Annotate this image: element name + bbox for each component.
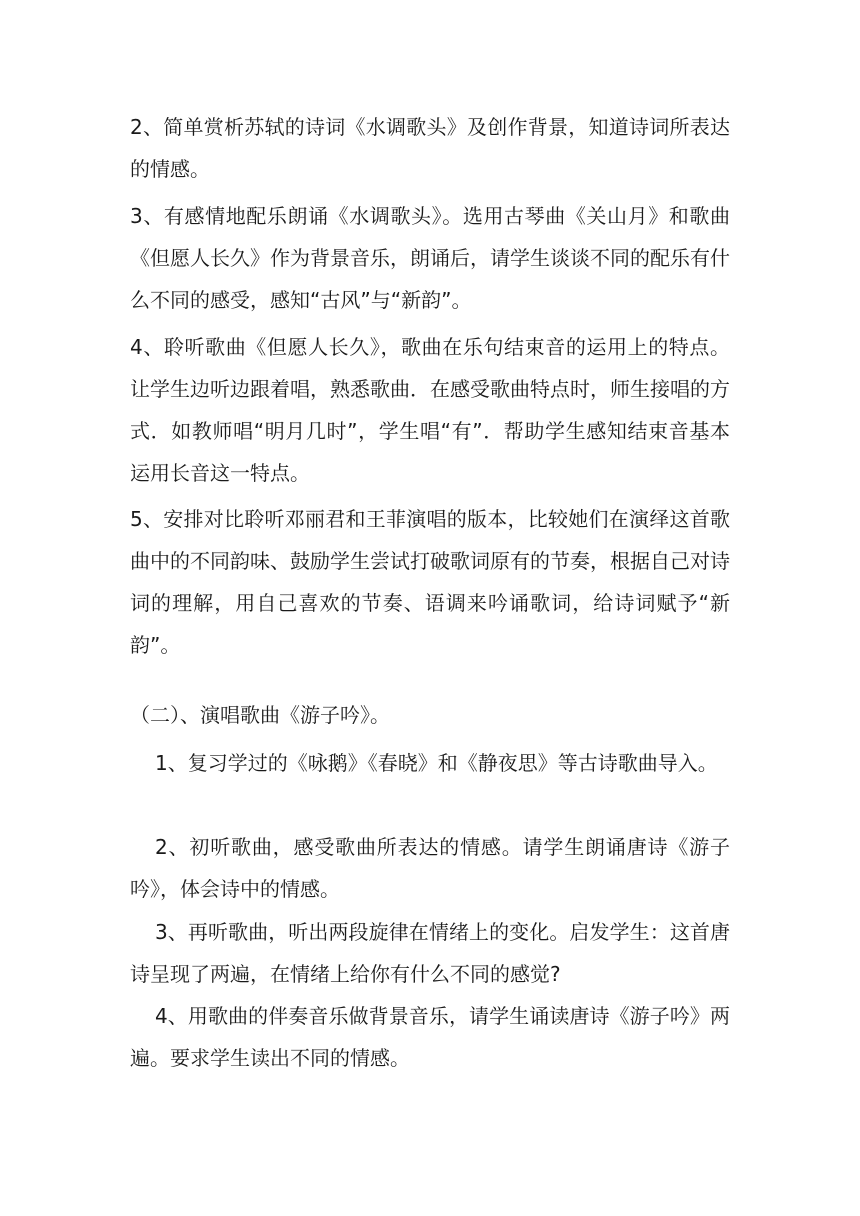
section-item-3: 3、再听歌曲，听出两段旋律在情绪上的变化。启发学生：这首唐诗呈现了两遍，在情绪上给你有什么不同的感觉? <box>130 920 730 986</box>
paragraph-item-5: 5、安排对比聆听邓丽君和王菲演唱的版本，比较她们在演绎这首歌曲中的不同韵味、鼓励学生尝试打破歌词原有的节奏，根据自己对诗词的理解，用自己喜欢的节奏、语调来吟诵歌词，给诗词赋予“新韵”。 <box>130 507 730 657</box>
paragraph-item-3: 3、有感情地配乐朗诵《水调歌头》。选用古琴曲《关山月》和歌曲《但愿人长久》作为背景音乐，朗诵后，请学生谈谈不同的配乐有什么不同的感受，感知“古风”与“新韵”。 <box>130 204 730 312</box>
section-item-2: 2、初听歌曲，感受歌曲所表达的情感。请学生朗诵唐诗《游子吟》，体会诗中的情感。 <box>130 835 730 901</box>
section-item-4: 4、用歌曲的伴奏音乐做背景音乐，请学生诵读唐诗《游子吟》两遍。要求学生读出不同的情感。 <box>130 1004 730 1070</box>
section-item-1: 1、复习学过的《咏鹅》《春晓》和《静夜思》等古诗歌曲导入。 <box>155 751 718 775</box>
section-heading-2: （二）、演唱歌曲《游子吟》。 <box>130 703 390 727</box>
paragraph-item-2: 2、简单赏析苏轼的诗词《水调歌头》及创作背景，知道诗词所表达的情感。 <box>130 115 730 181</box>
paragraph-item-4: 4、聆听歌曲《但愿人长久》，歌曲在乐句结束音的运用上的特点。让学生边听边跟着唱，熟悉歌曲．在感受歌曲特点时，师生接唱的方式．如教师唱“明月几时”，学生唱“有”．帮助学生感知结束音基本运用长音这一特点。 <box>130 335 730 485</box>
